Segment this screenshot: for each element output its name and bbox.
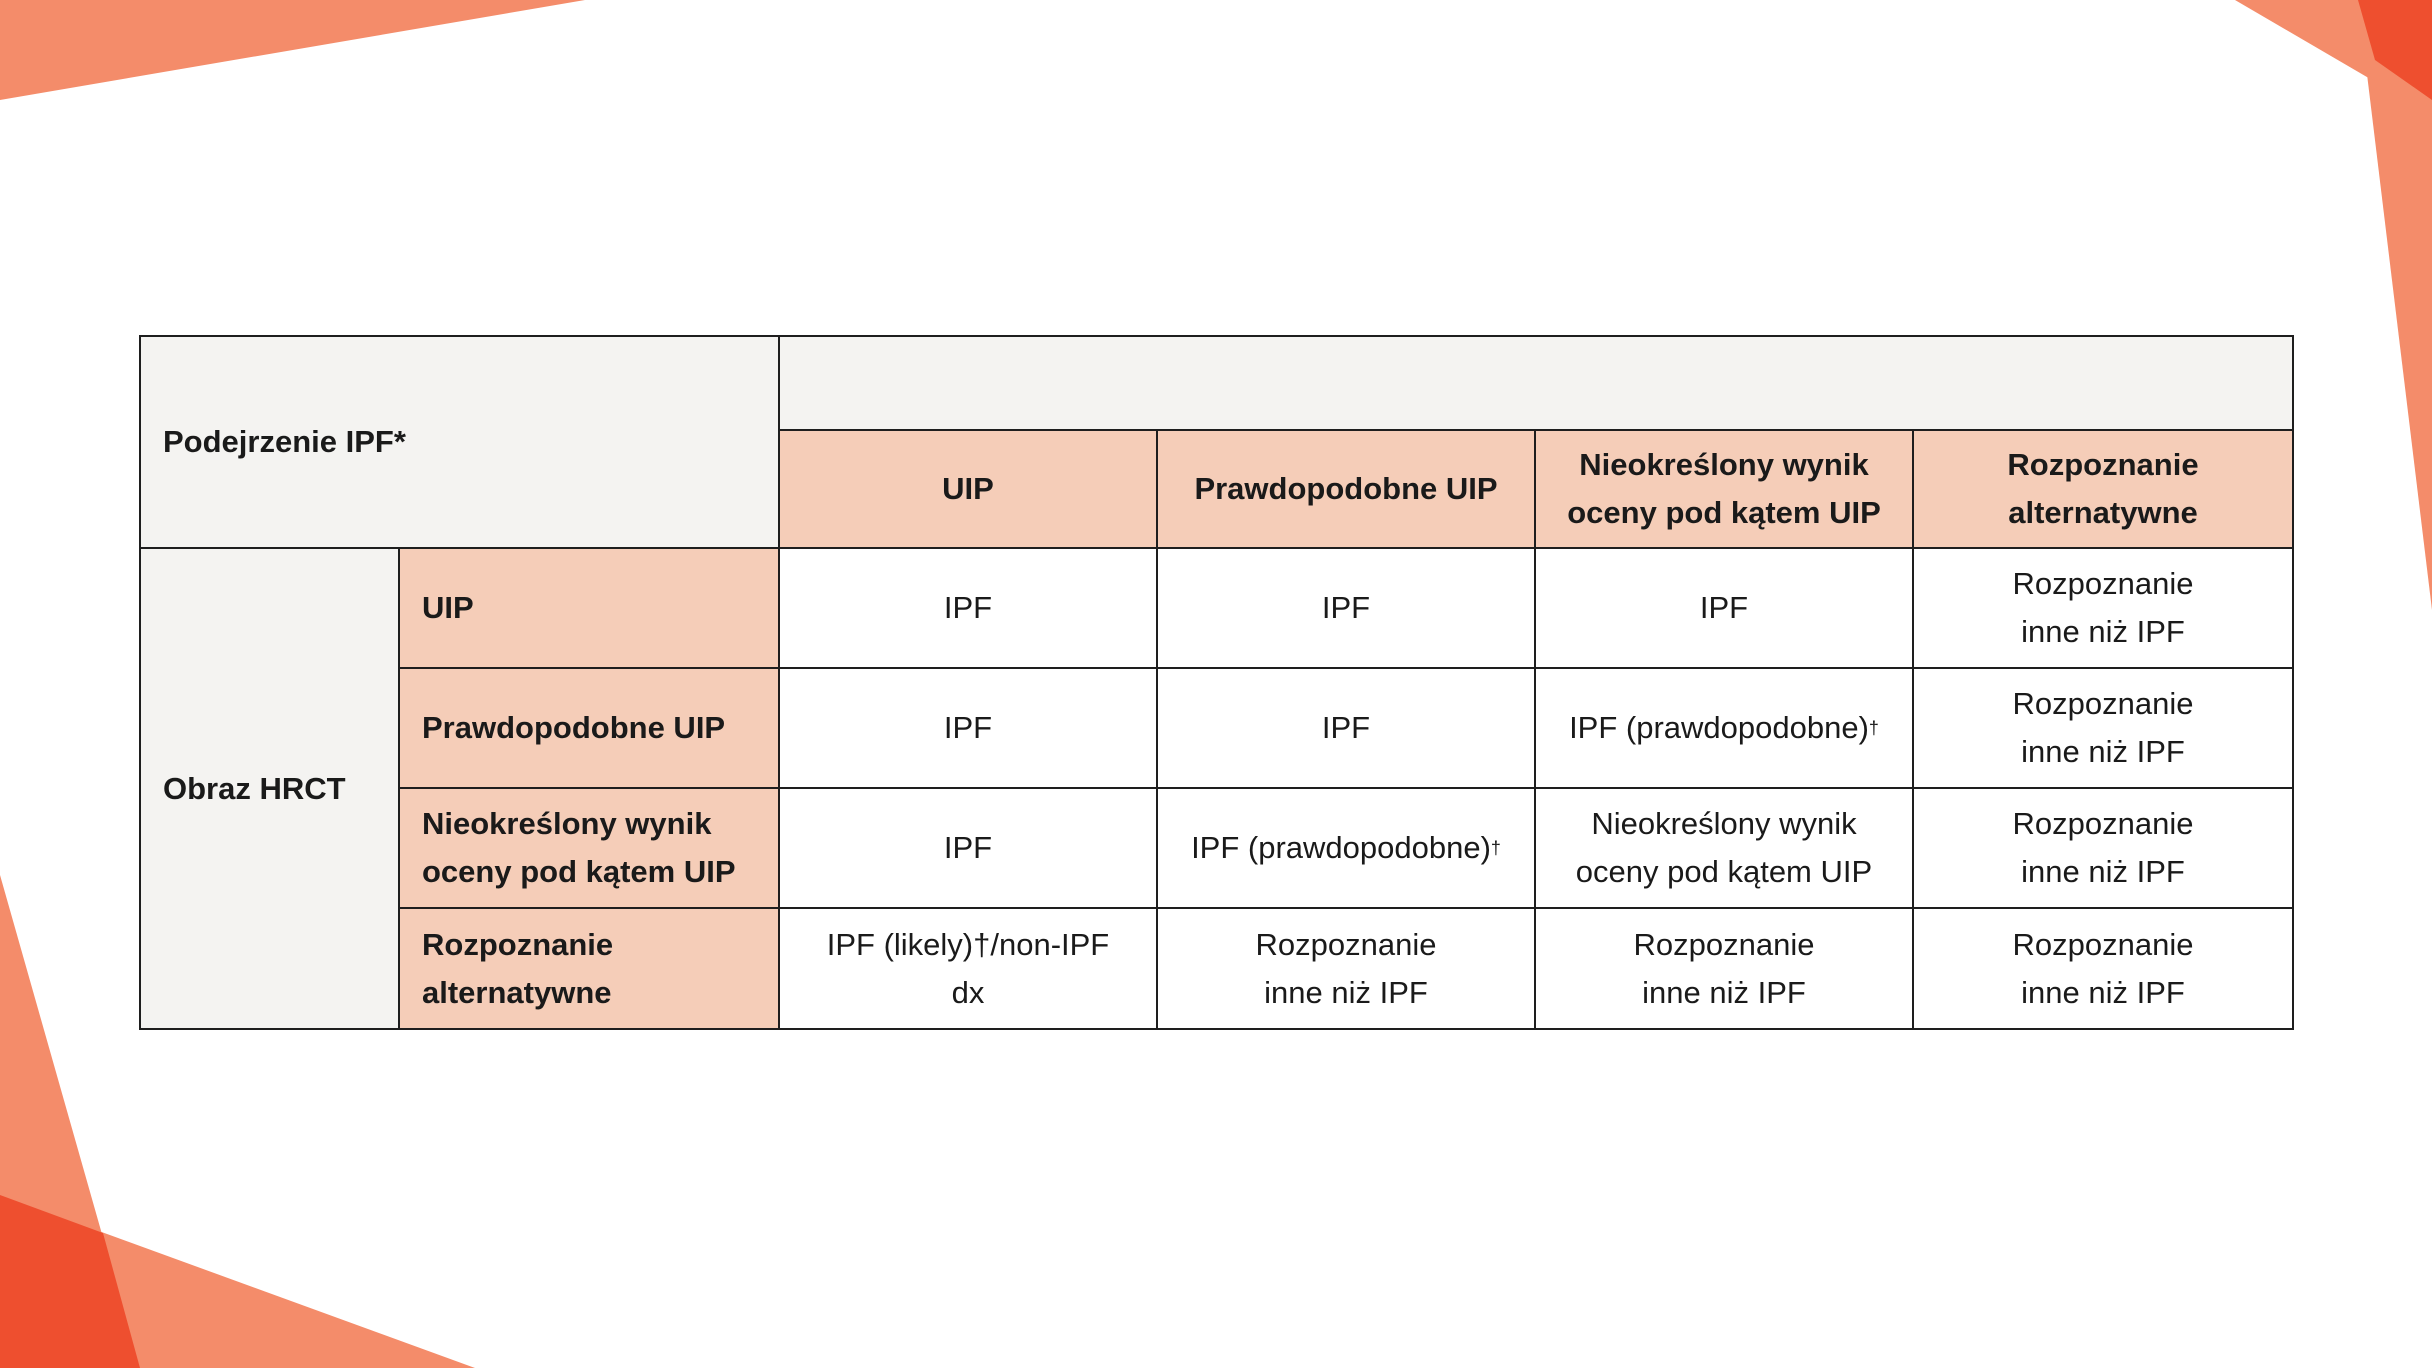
row-header-probable-uip: Prawdopodobne UIP — [398, 667, 780, 789]
header-band — [778, 335, 2294, 431]
table-cell: Nieokreślony wynik oceny pod kątem UIP — [1534, 787, 1914, 909]
cell-text: IPF (prawdopodobne) — [1191, 830, 1491, 865]
table-cell: IPF — [778, 667, 1158, 789]
table-cell: Rozpoznanie inne niż IPF — [1534, 907, 1914, 1030]
top-left-shard — [0, 0, 585, 100]
table-cell: Rozpoznanie inne niż IPF — [1912, 667, 2294, 789]
corner-label: Podejrzenie IPF* — [139, 335, 780, 549]
table-cell: IPF (prawdopodobne) † — [1156, 787, 1536, 909]
table-cell: IPF (prawdopodobne) † — [1534, 667, 1914, 789]
table-cell: Rozpoznanie inne niż IPF — [1156, 907, 1536, 1030]
table-cell: Rozpoznanie inne niż IPF — [1912, 547, 2294, 669]
table-cell: IPF — [1156, 667, 1536, 789]
column-header-indeterminate: Nieokreślony wynik oceny pod kątem UIP — [1534, 429, 1914, 549]
row-group-label: Obraz HRCT — [139, 547, 400, 1030]
table-cell: IPF — [1156, 547, 1536, 669]
row-header-indeterminate: Nieokreślony wynik oceny pod kątem UIP — [398, 787, 780, 909]
ipf-diagnosis-table — [140, 336, 2293, 1029]
table-cell: IPF — [778, 547, 1158, 669]
cell-text: IPF (prawdopodobne) — [1569, 710, 1869, 745]
table-cell: IPF (likely)†/non-IPF dx — [778, 907, 1158, 1030]
column-header-uip: UIP — [778, 429, 1158, 549]
column-header-probable-uip: Prawdopodobne UIP — [1156, 429, 1536, 549]
row-header-uip: UIP — [398, 547, 780, 669]
table-cell: IPF — [1534, 547, 1914, 669]
table-cell: Rozpoznanie inne niż IPF — [1912, 787, 2294, 909]
column-header-alternative: Rozpoznanie alternatywne — [1912, 429, 2294, 549]
row-header-alternative: Rozpoznanie alternatywne — [398, 907, 780, 1030]
table-cell: IPF — [778, 787, 1158, 909]
table-cell: Rozpoznanie inne niż IPF — [1912, 907, 2294, 1030]
